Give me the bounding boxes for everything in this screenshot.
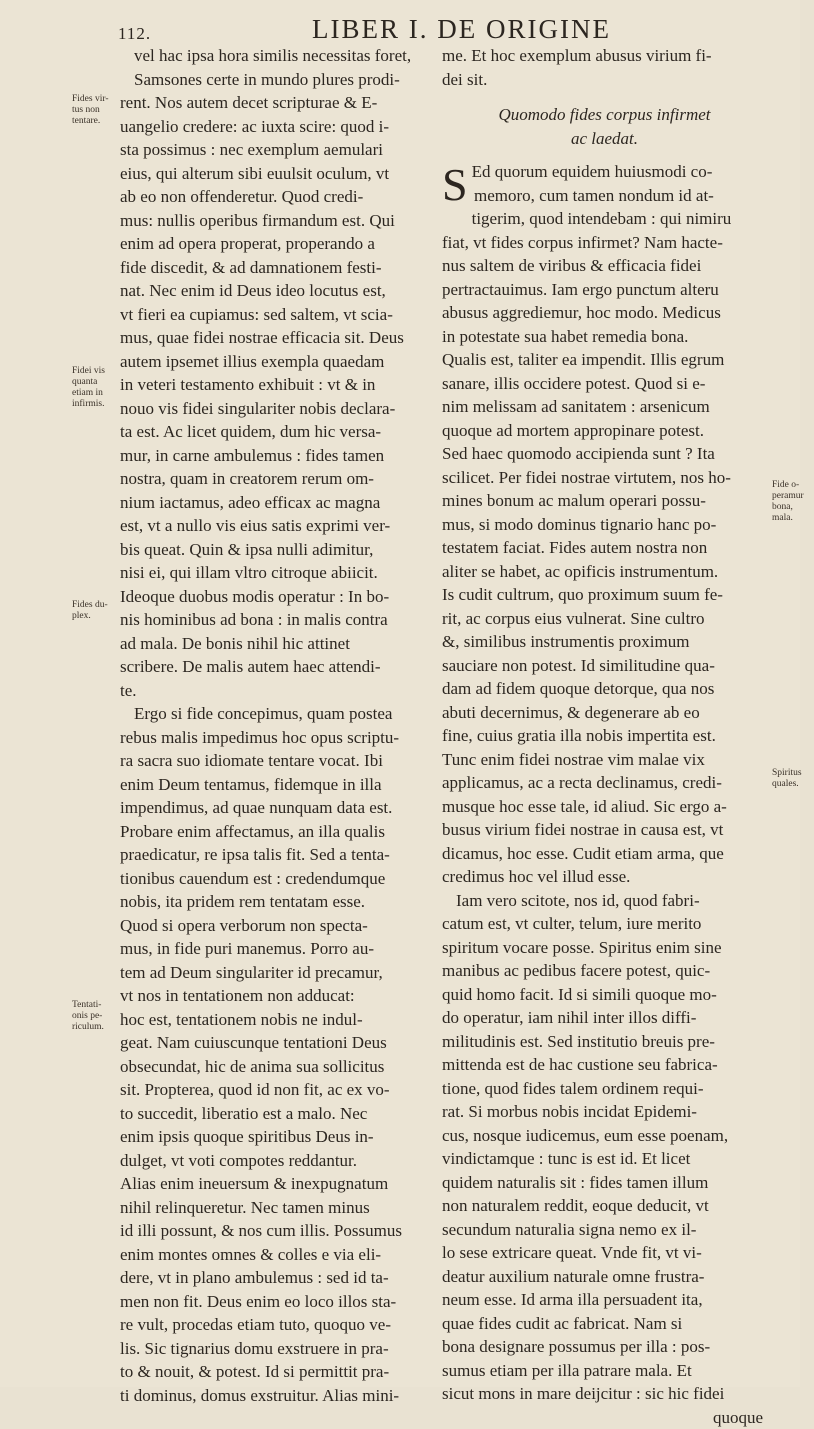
text-line: sanare, illis occidere potest. Quod si e- xyxy=(442,372,767,396)
text-line: enim ad opera properat, properando a xyxy=(120,232,420,256)
text-line: nus saltem de viribus & efficacia fidei xyxy=(442,254,767,278)
running-head: LIBER I. DE ORIGINE xyxy=(312,14,611,45)
text-span: Ed quorum equidem huiusmodi co- xyxy=(472,162,713,181)
margin-note-right: Spiritus quales. xyxy=(772,768,814,790)
text-line: geat. Nam cuiuscunque tentationi Deus xyxy=(120,1031,420,1055)
text-line: mus: nullis operibus firmandum est. Qui xyxy=(120,209,420,233)
text-line: enim montes omnes & colles e via eli- xyxy=(120,1243,420,1267)
text-line: catum est, vt culter, telum, iure merito xyxy=(442,912,767,936)
text-line: rebus malis impedimus hoc opus scriptu- xyxy=(120,726,420,750)
text-line: est, vt a nullo vis eius satis exprimi ver- xyxy=(120,514,420,538)
text-line: bona designare possumus per illa : pos- xyxy=(442,1335,767,1359)
text-line: hoc est, tentationem nobis ne indul- xyxy=(120,1008,420,1032)
text-line: to succedit, liberatio est a malo. Nec xyxy=(120,1102,420,1126)
text-line: dicamus, hoc esse. Cudit etiam arma, que xyxy=(442,842,767,866)
text-line: nouo vis fidei singulariter nobis declara- xyxy=(120,397,420,421)
text-line: in veteri testamento exhibuit : vt & in xyxy=(120,373,420,397)
margin-note-left: Tentati-onis pe-riculum. xyxy=(72,1000,114,1033)
text-line: deatur auxilium naturale omne frustra- xyxy=(442,1265,767,1289)
text-line: vt nos in tentationem non adducat: xyxy=(120,984,420,1008)
text-line: mus, quae fidei nostrae efficacia sit. Deus xyxy=(120,326,420,350)
text-line: vt fieri ea cupiamus: sed saltem, vt scia- xyxy=(120,303,420,327)
page-number: 112. xyxy=(118,24,151,44)
text-line: autem ipsemet illius exempla quaedam xyxy=(120,350,420,374)
text-line: nat. Nec enim id Deus ideo locutus est, xyxy=(120,279,420,303)
margin-note-left: Fides vir-tus non tentare. xyxy=(72,94,114,127)
text-line: Is cudit cultrum, quo proximum suum fe- xyxy=(442,583,767,607)
text-line: lo sese extricare queat. Vnde fit, vt vi- xyxy=(442,1241,767,1265)
text-line: ad mala. De bonis nihil hic attinet xyxy=(120,632,420,656)
text-line: obsecundat, hic de anima sua sollicitus xyxy=(120,1055,420,1079)
margin-note-left: Fides du-plex. xyxy=(72,600,114,622)
text-line: mittenda est de hac custione seu fabrica- xyxy=(442,1053,767,1077)
text-line: do operatur, iam nihil inter illos diffi- xyxy=(442,1006,767,1030)
text-line: &, similibus instrumentis proximum xyxy=(442,630,767,654)
text-line: enim Deum tentamus, fidemque in illa xyxy=(120,773,420,797)
text-line: Samsones certe in mundo plures prodi- xyxy=(120,68,420,92)
text-line: applicamus, ac a recta declinamus, credi- xyxy=(442,771,767,795)
text-line: fide discedit, & ad damnationem festi- xyxy=(120,256,420,280)
text-line: quid homo facit. Id si simili quoque mo- xyxy=(442,983,767,1007)
text-line: re vult, procedas etiam tuto, quoquo ve- xyxy=(120,1313,420,1337)
text-line: pertractauimus. Iam ergo punctum alteru xyxy=(442,278,767,302)
text-line: militudinis est. Sed institutio breuis pre- xyxy=(442,1030,767,1054)
text-line: id illi possunt, & nos cum illis. Possumus xyxy=(120,1219,420,1243)
section-heading: ac laedat. xyxy=(442,127,767,151)
text-line: ti dominus, domus exstruitur. Alias mini- xyxy=(120,1384,420,1408)
text-line: vel hac ipsa hora similis necessitas foret, xyxy=(120,44,420,68)
text-line: Alias enim ineuersum & inexpugnatum xyxy=(120,1172,420,1196)
text-line: uangelio credere: ac iuxta scire: quod i- xyxy=(120,115,420,139)
text-line: rit, ac corpus eius vulnerat. Sine cultro xyxy=(442,607,767,631)
text-line: cus, nosque iudicemus, eum esse poenam, xyxy=(442,1124,767,1148)
text-line: dere, vt in plano ambulemus : sed id ta- xyxy=(120,1266,420,1290)
text-line: me. Et hoc exemplum abusus virium fi- xyxy=(442,44,767,68)
text-line: scilicet. Per fidei nostrae virtutem, nos ho- xyxy=(442,466,767,490)
text-line: vindictamque : tunc is est id. Et licet xyxy=(442,1147,767,1171)
text-line: Iam vero scitote, nos id, quod fabri- xyxy=(442,889,767,913)
text-line: sta possimus : nec exemplum aemulari xyxy=(120,138,420,162)
text-line: quoque ad mortem appropinare potest. xyxy=(442,419,767,443)
text-line: memoro, cum tamen nondum id at- xyxy=(442,184,767,208)
text-line: sit. Propterea, quod id non fit, ac ex vo- xyxy=(120,1078,420,1102)
text-line: rent. Nos autem decet scripturae & E- xyxy=(120,91,420,115)
text-line: mus, in fide puri manemus. Porro au- xyxy=(120,937,420,961)
text-line: secundum naturalia signa nemo ex il- xyxy=(442,1218,767,1242)
text-line: ab eo non offenderetur. Quod credi- xyxy=(120,185,420,209)
text-line: nihil relinqueretur. Nec tamen minus xyxy=(120,1196,420,1220)
text-line: lis. Sic tignarius domu exstruere in pra- xyxy=(120,1337,420,1361)
text-line: nium iactamus, adeo efficax ac magna xyxy=(120,491,420,515)
text-line: enim ipsis quoque spiritibus Deus in- xyxy=(120,1125,420,1149)
text-line: tem ad Deum singulariter id precamur, xyxy=(120,961,420,985)
text-line: nisi ei, qui illam vltro citroque abiicit. xyxy=(120,561,420,585)
text-line: mines bonum ac malum operari possu- xyxy=(442,489,767,513)
text-line: dam ad fidem quoque detorque, qua nos xyxy=(442,677,767,701)
text-line: quae fides cudit ac fabricat. Nam si xyxy=(442,1312,767,1336)
text-line: to & nouit, & potest. Id si permittit pra- xyxy=(120,1360,420,1384)
text-line: abuti decernimus, & degenerare ab eo xyxy=(442,701,767,725)
text-line: mur, in carne ambulemus : fides tamen xyxy=(120,444,420,468)
text-line: aliter se habet, ac opificis instrumentum. xyxy=(442,560,767,584)
text-line: eius, qui alterum sibi euulsit oculum, vt xyxy=(120,162,420,186)
text-line: Quod si opera verborum non specta- xyxy=(120,914,420,938)
text-line: men non fit. Deus enim eo loco illos sta- xyxy=(120,1290,420,1314)
text-line: dulget, vt voti compotes reddantur. xyxy=(120,1149,420,1173)
text-line: sicut mons in mare deijcitur : sic hic fidei xyxy=(442,1382,767,1406)
margin-note-left: Fidei vis quanta etiam in infirmis. xyxy=(72,366,114,410)
left-column xyxy=(120,44,420,1407)
text-line: Tunc enim fidei nostrae vim malae vix xyxy=(442,748,767,772)
text-line: praedicatur, re ipsa talis fit. Sed a tenta- xyxy=(120,843,420,867)
text-line: nostra, quam in creatorem rerum om- xyxy=(120,467,420,491)
text-line: in potestate sua habet remedia bona. xyxy=(442,325,767,349)
text-line: testatem faciat. Fides autem nostra non xyxy=(442,536,767,560)
text-line: manibus ac pedibus facere potest, quic- xyxy=(442,959,767,983)
right-column xyxy=(442,44,767,1429)
text-line: tione, quod fides talem ordinem requi- xyxy=(442,1077,767,1101)
text-line xyxy=(442,160,767,184)
section-heading: Quomodo fides corpus infirmet xyxy=(442,103,767,127)
text-line: musque hoc esse tale, id aliud. Sic ergo a- xyxy=(442,795,767,819)
text-line: non naturalem reddit, eoque deducit, vt xyxy=(442,1194,767,1218)
text-line: fine, cuius gratia illa nobis impertita est. xyxy=(442,724,767,748)
text-line: nis hominibus ad bona : in malis contra xyxy=(120,608,420,632)
text-line: Sed haec quomodo accipienda sunt ? Ita xyxy=(442,442,767,466)
text-line: rat. Si morbus nobis incidat Epidemi- xyxy=(442,1100,767,1124)
text-line: ra sacra suo idiomate tentare vocat. Ibi xyxy=(120,749,420,773)
text-line: Qualis est, taliter ea impendit. Illis egrum xyxy=(442,348,767,372)
text-line: tionibus cauendum est : credendumque xyxy=(120,867,420,891)
text-line: dei sit. xyxy=(442,68,767,92)
text-line: te. xyxy=(120,679,420,703)
text-line: busus virium fidei nostrae in causa est, vt xyxy=(442,818,767,842)
text-line: impendimus, ad quae nunquam data est. xyxy=(120,796,420,820)
text-line: neum esse. Id arma illa persuadent ita, xyxy=(442,1288,767,1312)
text-line: credimus hoc vel illud esse. xyxy=(442,865,767,889)
text-line: nim melissam ad sanitatem : arsenicum xyxy=(442,395,767,419)
text-line: Probare enim affectamus, an illa qualis xyxy=(120,820,420,844)
drop-cap: S xyxy=(442,162,468,208)
text-line: spiritum vocare posse. Spiritus enim sine xyxy=(442,936,767,960)
text-line: nobis, ita pridem rem tentatam esse. xyxy=(120,890,420,914)
catchword: quoque xyxy=(442,1406,767,1429)
text-line: Ergo si fide concepimus, quam postea xyxy=(120,702,420,726)
text-line: ta est. Ac licet quidem, dum hic versa- xyxy=(120,420,420,444)
text-line: mus, si modo dominus tignario hanc po- xyxy=(442,513,767,537)
text-line: tigerim, quod intendebam : qui nimiru xyxy=(442,207,767,231)
text-line: scribere. De malis autem haec attendi- xyxy=(120,655,420,679)
text-line: sauciare non potest. Id similitudine qua- xyxy=(442,654,767,678)
text-line: sumus etiam per illa patrare mala. Et xyxy=(442,1359,767,1383)
text-line: quidem naturalis sit : fides tamen illum xyxy=(442,1171,767,1195)
text-line: abusus aggrediemur, hoc modo. Medicus xyxy=(442,301,767,325)
text-line: fiat, vt fides corpus infirmet? Nam hacte- xyxy=(442,231,767,255)
text-line: Ideoque duobus modis operatur : In bo- xyxy=(120,585,420,609)
text-line: bis queat. Quin & ipsa nulli adimitur, xyxy=(120,538,420,562)
margin-note-right: Fide o-peramur bona, mala. xyxy=(772,480,814,524)
